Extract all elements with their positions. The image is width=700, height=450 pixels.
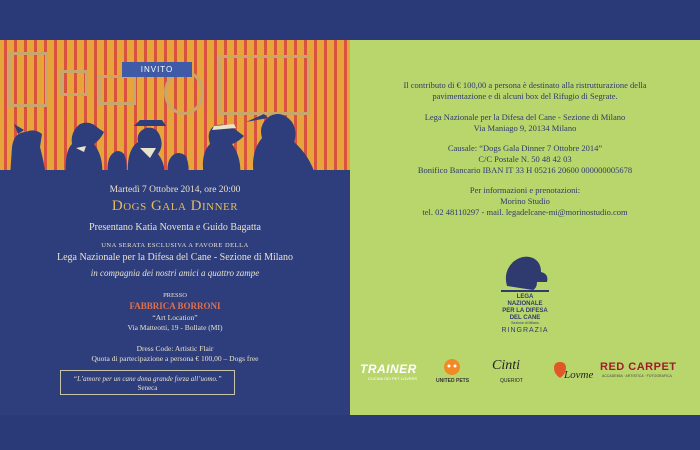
quote-box xyxy=(60,370,235,395)
presenters: Presentano Katia Noventa e Guido Bagatta xyxy=(89,222,261,233)
contact-details: tel. 02 48110297 - mail. legadelcane-mi@morinostudio.com xyxy=(422,207,628,217)
venue-location: “Art Location” xyxy=(152,313,198,322)
invito-tag: INVITO xyxy=(122,62,192,77)
payment-details xyxy=(350,143,700,176)
dog-silhouettes-illustration xyxy=(0,102,350,177)
sponsor-redcarpet-tagline: ACCADEMIA · ARTISTICA · FOTOGRAFICA xyxy=(602,374,672,378)
sponsor-loveme-label: Lovme xyxy=(564,369,594,381)
lega-name: Lega Nazionale per la Difesa del Cane - Sezione di Milano xyxy=(56,252,293,263)
venue-name: FABBRICA BORRONI xyxy=(129,301,221,311)
lega-address-line-2: Via Maniago 9, 20134 Milano xyxy=(473,123,577,133)
participation-fee: Quota di partecipazione a persona € 100,00 – Dogs free xyxy=(91,354,259,363)
payment-postal: C/C Postale N. 50 48 42 03 xyxy=(478,154,572,164)
company-line: in compagnia dei nostri amici a quattro zampe xyxy=(90,268,260,278)
sponsor-cinti-tagline: QUERIOT xyxy=(500,378,523,384)
event-date: Martedì 7 Ottobre 2014, ore 20:00 xyxy=(109,185,241,195)
quote-text: “L’amore per un cane dona grande forza all’uomo.” xyxy=(73,375,222,383)
logo-line-4: DEL CANE xyxy=(509,315,541,321)
picture-frame xyxy=(98,75,136,105)
sponsor-trainer-logo: TRAINER xyxy=(360,362,417,376)
contact-heading: Per informazioni e prenotazioni: xyxy=(469,185,581,195)
sponsor-united-pets-icon xyxy=(438,358,466,378)
lega-address-line-1: Lega Nazionale per la Difesa del Cane - Sezione di Milano xyxy=(424,112,626,122)
subtitle: UNA SERATA ESCLUSIVA A FAVORE DELLA xyxy=(101,242,249,249)
payment-causale: Causale: “Dogs Gala Dinner 7 Ottobre 2014” xyxy=(447,143,603,153)
logo-line-3: PER LA DIFESA xyxy=(502,308,548,314)
payment-iban: Bonifico Bancario IBAN IT 33 H 05216 20600 000000005678 xyxy=(417,165,633,175)
sponsor-redcarpet-logo: RED CARPET xyxy=(600,361,677,373)
contribution-paragraph xyxy=(350,80,700,102)
lega-logo xyxy=(493,252,557,324)
left-panel xyxy=(0,40,350,415)
sponsor-loveme-logo xyxy=(550,358,594,384)
contribution-line-1: Il contributo di € 100,00 a persona è destinato alla ristrutturazione della xyxy=(403,80,647,90)
event-title: Dogs Gala Dinner xyxy=(111,198,239,214)
presso-label: PRESSO xyxy=(163,292,187,299)
picture-frame xyxy=(60,70,88,96)
dress-code: Dress Code: Artistic Flair xyxy=(136,344,214,353)
venue-address: Via Matteotti, 19 - Bollate (MI) xyxy=(127,323,223,332)
quote-author: Seneca xyxy=(137,384,158,392)
ringrazia-label: RINGRAZIA xyxy=(501,327,549,334)
logo-line-1: LEGA xyxy=(516,294,534,300)
right-panel xyxy=(350,40,700,415)
picture-frame xyxy=(8,52,48,107)
logo-line-5: Sezione di Milano xyxy=(511,321,539,324)
contact-studio: Morino Studio xyxy=(500,196,550,206)
lega-address xyxy=(350,112,700,134)
contribution-line-2: pavimentazione e di alcuni box del Rifugio di Segrate. xyxy=(432,91,618,101)
sponsor-trainer-tagline: CUCINA DEI PET LOVERS xyxy=(368,376,418,381)
logo-line-2: NAZIONALE xyxy=(507,301,543,307)
sponsor-united-pets-label: UNITED PETS xyxy=(436,378,470,384)
sponsor-cinti-logo: Cinti xyxy=(492,358,521,373)
contact-info xyxy=(350,185,700,218)
